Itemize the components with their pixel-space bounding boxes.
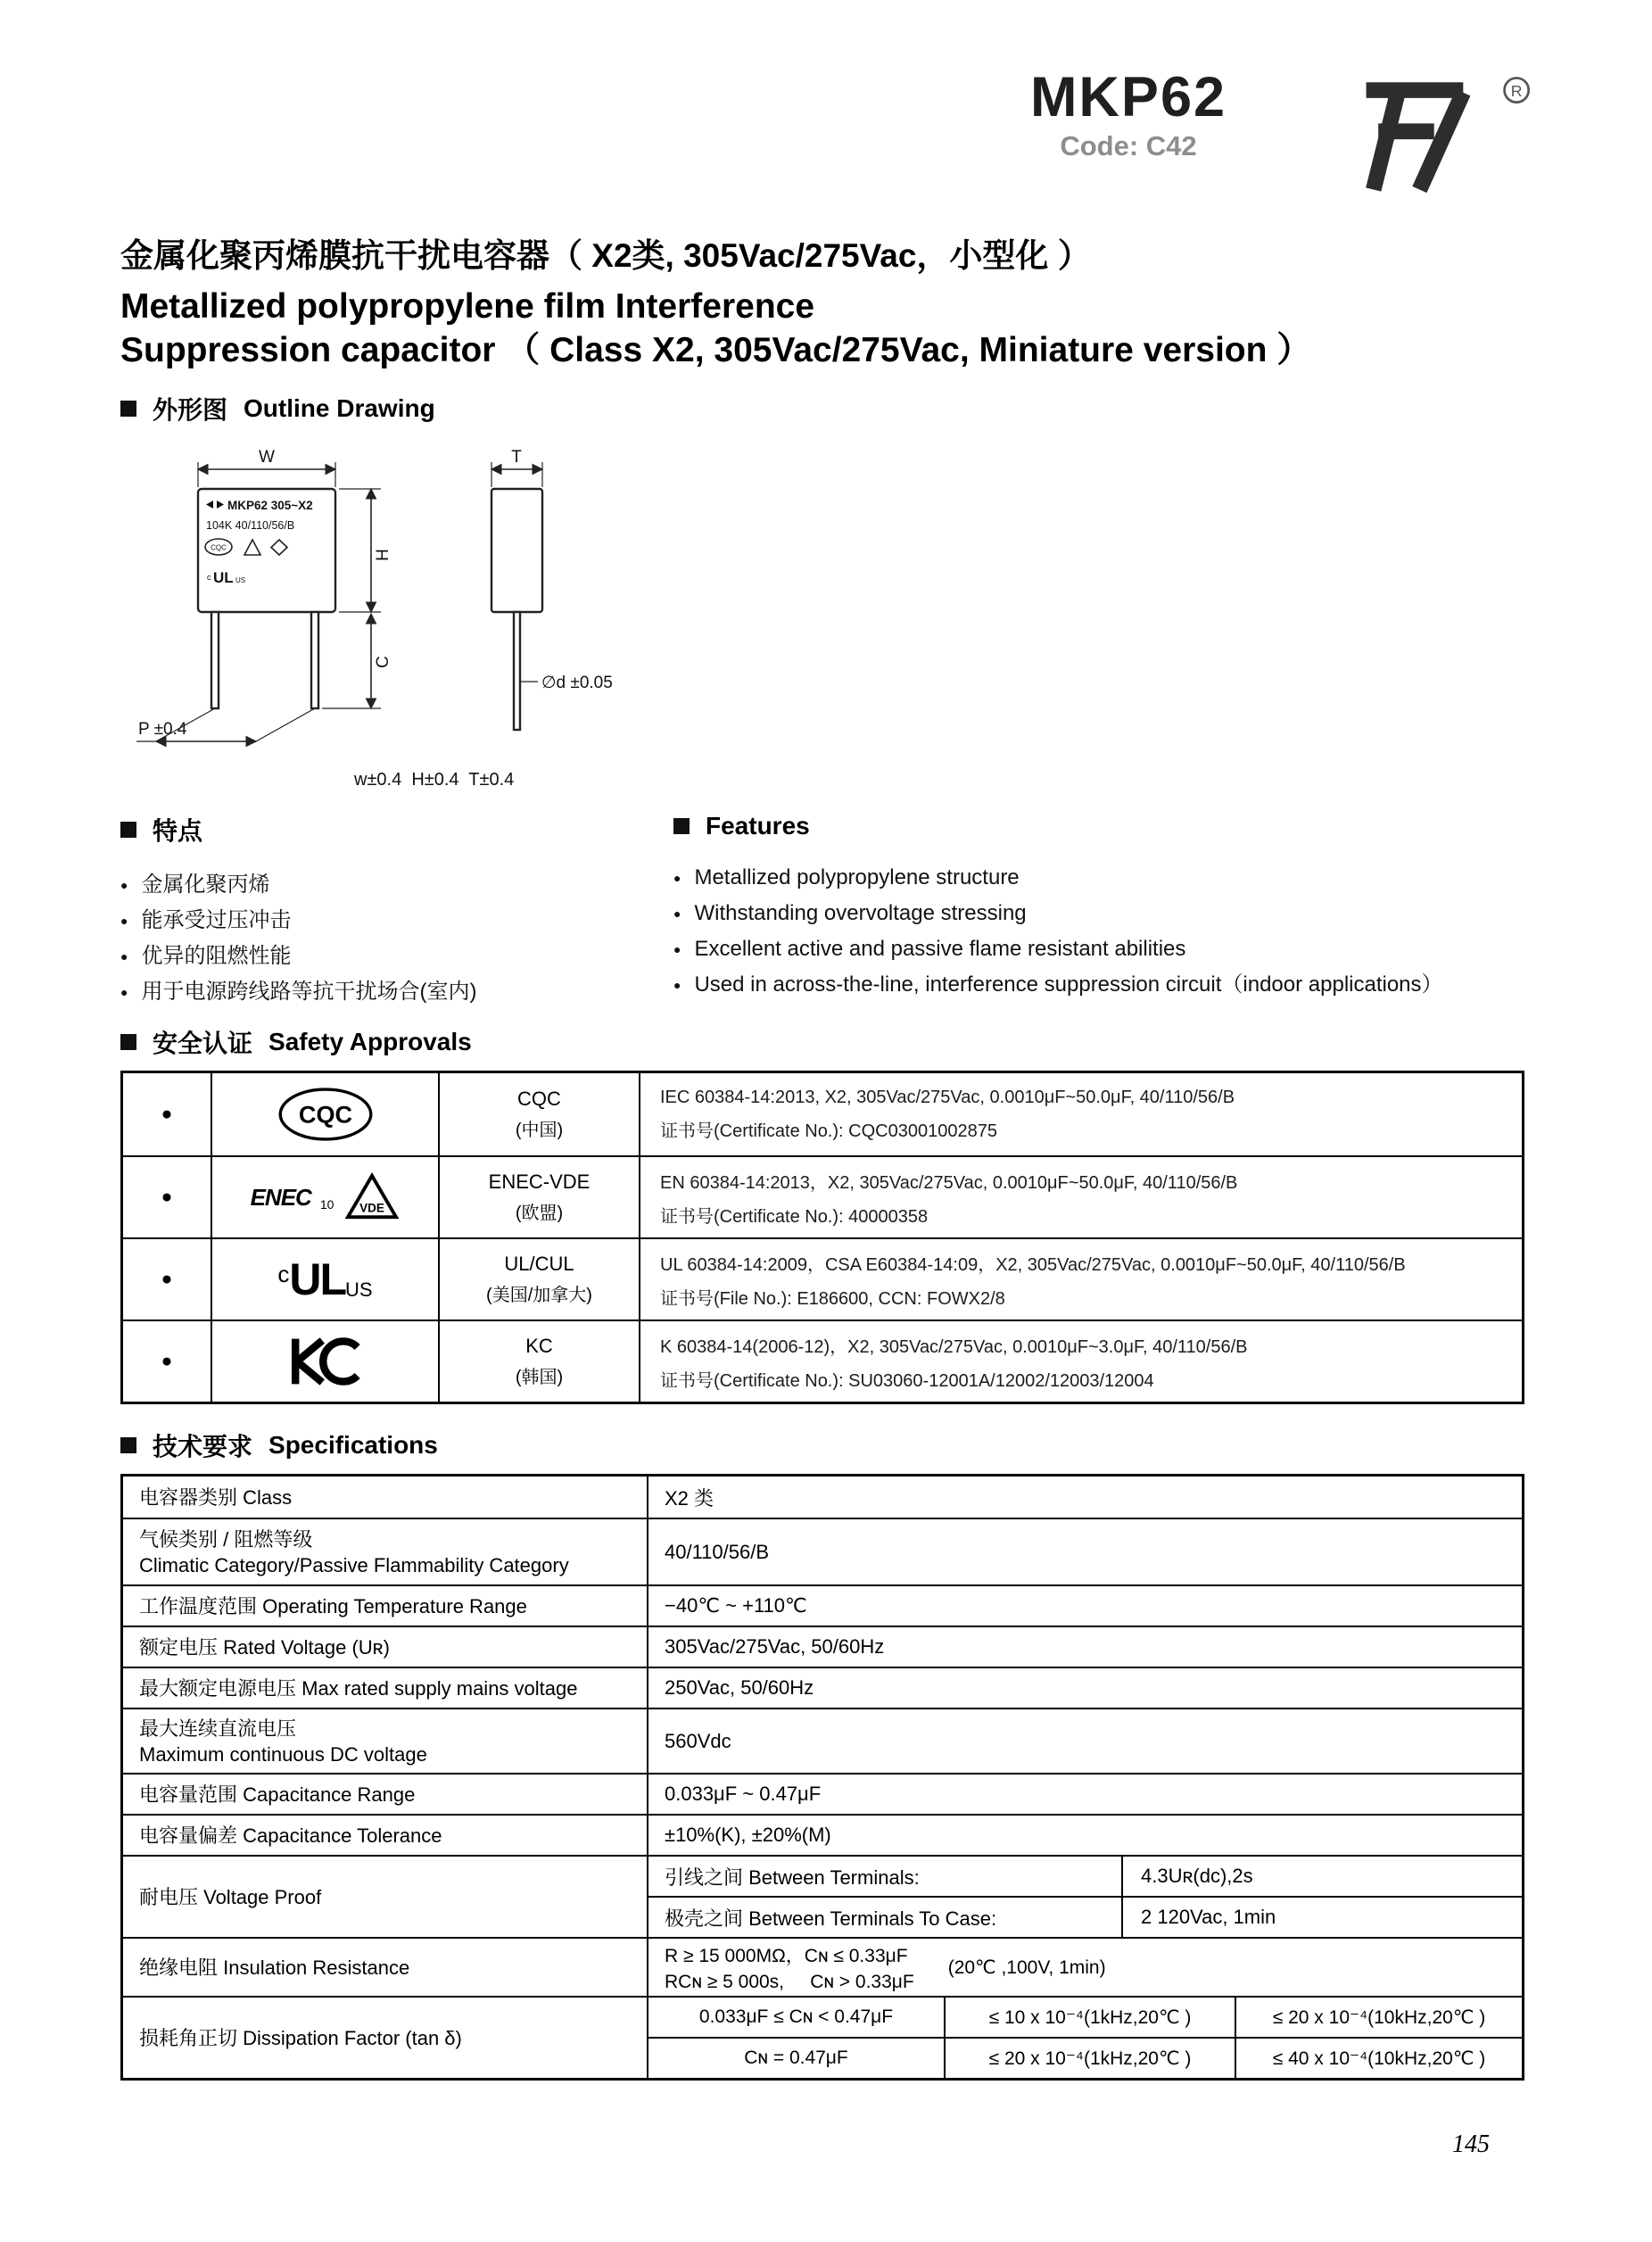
voltage-proof-subrow: 引线之间 Between Terminals: 4.3Uʀ(dc),2s (648, 1857, 1522, 1896)
spec-label: 损耗角正切 Dissipation Factor (tan δ) (123, 1998, 648, 2078)
spec-row-max-dc (123, 1708, 1522, 1773)
dim-h-label: H (374, 549, 392, 561)
table-row (123, 1155, 1522, 1237)
spec-label: 最大额定电源电压 Max rated supply mains voltage (123, 1668, 648, 1708)
outline-heading-zh: 外形图 (153, 396, 228, 424)
features-heading-en: Features (673, 812, 1443, 840)
table-row (123, 1237, 1522, 1320)
section-square-icon (120, 822, 136, 838)
faratronic-logo (1349, 73, 1532, 198)
marking-line1: MKP62 305~X2 (227, 499, 313, 512)
spec-value: 560Vdc (665, 1729, 731, 1752)
safety-heading-zh: 安全认证 (153, 1030, 253, 1057)
svg-text:VDE: VDE (359, 1201, 385, 1215)
capacitor-side-body (491, 489, 542, 612)
feature-item: ● Used in across-the-line, interference suppression circuit（indoor applications） (673, 967, 1443, 1003)
spec-label: 气候类别 / 阻燃等级 Climatic Category/Passive Flammability Category (123, 1519, 648, 1584)
feature-item: ● 用于电源跨线路等抗干扰场合(室内) (120, 974, 476, 1010)
spec-row-class (123, 1477, 1522, 1518)
features-english-column (673, 812, 1443, 1003)
cqc-logo-cell (212, 1073, 440, 1155)
approval-name-cell: UL/CUL (美国/加拿大) (440, 1239, 640, 1320)
spec-label: 额定电压 Rated Voltage (Uʀ) (123, 1627, 648, 1667)
spec-row-climatic (123, 1518, 1522, 1584)
cqc-logo-icon (277, 1085, 375, 1144)
title-english-line1: Metallized polypropylene film Interference (120, 287, 815, 326)
spec-row-tolerance (123, 1814, 1522, 1855)
spec-row-voltage-proof (123, 1855, 1522, 1937)
title-english-line2: Suppression capacitor （ Class X2, 305Vac/275Vac, Miniature version ） (120, 331, 1312, 369)
voltage-proof-subrow: 极壳之间 Between Terminals To Case: 2 120Vac, 1min (648, 1896, 1522, 1937)
ul-logo-cell (212, 1239, 440, 1320)
spec-label: 耐电压 Voltage Proof (123, 1857, 648, 1937)
vde-mark-icon (344, 1172, 400, 1222)
specs-heading-en: Specifications (268, 1431, 438, 1459)
insulation-value-cell: R ≥ 15 000MΩ，Cɴ ≤ 0.33μF RCɴ ≥ 5 000s, Cɴ > 0.33μF (20℃ ,100V, 1min) (665, 1946, 1106, 1992)
outline-drawing (120, 428, 745, 798)
svg-text:UL: UL (213, 569, 234, 586)
specifications-table (120, 1474, 1524, 2081)
title-block (120, 228, 1548, 372)
spec-row-max-mains (123, 1667, 1522, 1708)
row-bullet (123, 1321, 212, 1402)
table-row (123, 1320, 1522, 1402)
row-bullet (123, 1157, 212, 1237)
marking-line2: 104K 40/110/56/B (206, 519, 295, 532)
cul-us-mark-icon: c UL US (277, 1254, 373, 1304)
spec-value: 305Vac/275Vac, 50/60Hz (665, 1635, 885, 1658)
approval-desc-cell: UL 60384-14:2009，CSA E60384-14:09，X2, 305Vac/275Vac, 0.0010μF~50.0μF, 40/110/56/B 证书号(File No.): E186600, CCN: FOWX2/8 (660, 1254, 1406, 1309)
approval-desc-cell: IEC 60384-14:2013, X2, 305Vac/275Vac, 0.0010μF~50.0μF, 40/110/56/B 证书号(Certificate No.): CQC03001002875 (660, 1087, 1235, 1141)
feature-item: ● Excellent active and passive flame resistant abilities (673, 931, 1443, 967)
spec-value: X2 类 (665, 1486, 714, 1510)
svg-text:US: US (235, 576, 246, 584)
spec-label: 电容器类别 Class (123, 1477, 648, 1518)
safety-heading (120, 1024, 472, 1060)
feature-item: ● 优异的阻燃性能 (120, 939, 476, 974)
safety-approvals-table (120, 1071, 1524, 1404)
dim-t-label: T (511, 448, 522, 467)
spec-label: 电容量范围 Capacitance Range (123, 1775, 648, 1814)
svg-text:c: c (207, 573, 211, 582)
outline-heading-en: Outline Drawing (244, 394, 435, 422)
enec-vde-logo-cell (212, 1157, 440, 1237)
feature-item: ● Metallized polypropylene structure (673, 860, 1443, 896)
section-square-icon (120, 401, 136, 417)
row-bullet (123, 1239, 212, 1320)
dissipation-subrow: 0.033μF ≤ Cɴ < 0.47μF ≤ 10 x 10⁻⁴(1kHz,20℃ ) ≤ 20 x 10⁻⁴(10kHz,20℃ ) (648, 1998, 1522, 2037)
dim-w-label: W (259, 448, 275, 467)
features-list-en (673, 860, 1443, 1003)
spec-value: 0.033μF ~ 0.47μF (665, 1783, 822, 1805)
spec-label: 工作温度范围 Operating Temperature Range (123, 1586, 648, 1626)
logo-slash (1419, 93, 1463, 190)
spec-row-insulation (123, 1937, 1522, 1996)
kc-mark-icon (286, 1334, 365, 1389)
insulation-condition: (20℃ ,100V, 1min) (947, 1957, 1106, 1978)
approval-name-cell: KC (韩国) (440, 1321, 640, 1402)
product-code: Code: C42 (1060, 130, 1197, 161)
tolerance-note: w±0.4 H±0.4 T±0.4 (354, 770, 515, 790)
feature-item: ● 金属化聚丙烯 (120, 867, 476, 903)
capacitor-lead-left (211, 612, 219, 708)
dim-d-label: ∅d ±0.05 (541, 674, 613, 692)
features-heading-zh: 特点 (120, 812, 476, 848)
product-model: MKP62 (1029, 66, 1227, 128)
title-chinese: 金属化聚丙烯膜抗干扰电容器（ X2类, 305Vac/275Vac，小型化 ） (120, 237, 1091, 274)
registered-mark-icon (1505, 78, 1529, 102)
kc-logo-cell (212, 1321, 440, 1402)
spec-row-cap-range (123, 1773, 1522, 1814)
approval-name-cell: ENEC-VDE (欧盟) (440, 1157, 640, 1237)
spec-value: 40/110/56/B (665, 1540, 770, 1563)
spec-value: 250Vac, 50/60Hz (665, 1676, 814, 1699)
approval-desc-cell: EN 60384-14:2013，X2, 305Vac/275Vac, 0.0010μF~50.0μF, 40/110/56/B 证书号(Certificate No.): 40000358 (660, 1172, 1238, 1227)
approval-name-cell: CQC (中国) (440, 1073, 640, 1155)
logo-stem (1374, 93, 1398, 190)
dim-p-label: P ±0.4 (138, 720, 187, 739)
voltage-proof-values (648, 1857, 1522, 1937)
svg-text:CQC: CQC (211, 543, 227, 552)
spec-label: 最大连续直流电压 Maximum continuous DC voltage (123, 1709, 648, 1773)
spec-label: 电容量偏差 Capacitance Tolerance (123, 1816, 648, 1855)
features-chinese-column (120, 812, 476, 1010)
spec-value: −40℃ ~ +110℃ (665, 1594, 807, 1617)
dissipation-values (648, 1998, 1522, 2078)
dim-c-label: C (374, 656, 392, 668)
header-brand-block (977, 68, 1280, 162)
spec-row-temperature (123, 1584, 1522, 1626)
spec-value: ±10%(K), ±20%(M) (665, 1824, 831, 1846)
svg-text:CQC: CQC (298, 1100, 352, 1129)
features-list-zh (120, 867, 476, 1010)
enec-mark-icon: ENEC 10 (250, 1183, 335, 1212)
section-square-icon (673, 818, 690, 834)
table-row (123, 1073, 1522, 1155)
approval-desc-cell: K 60384-14(2006-12)，X2, 305Vac/275Vac, 0.0010μF~3.0μF, 40/110/56/B 证书号(Certificate No.): SU03060-12001A/12002/12003/12004 (660, 1336, 1248, 1391)
capacitor-lead-right (311, 612, 318, 708)
section-square-icon (120, 1437, 136, 1453)
feature-item: ● 能承受过压冲击 (120, 903, 476, 939)
spec-row-rated-voltage (123, 1626, 1522, 1667)
outline-heading (120, 391, 435, 426)
page-number: 145 (1452, 2130, 1490, 2158)
safety-heading-en: Safety Approvals (268, 1028, 472, 1055)
spec-row-dissipation (123, 1996, 1522, 2078)
specs-heading (120, 1427, 438, 1463)
row-bullet (123, 1073, 212, 1155)
feature-item: ● Withstanding overvoltage stressing (673, 896, 1443, 931)
specs-heading-zh: 技术要求 (153, 1433, 253, 1460)
svg-text:R: R (1510, 81, 1523, 100)
section-square-icon (120, 1034, 136, 1050)
spec-label: 绝缘电阻 Insulation Resistance (123, 1939, 648, 1996)
capacitor-side-lead (514, 612, 520, 730)
dissipation-subrow: Cɴ = 0.47μF ≤ 20 x 10⁻⁴(1kHz,20℃ ) ≤ 40 x 10⁻⁴(10kHz,20℃ ) (648, 2037, 1522, 2078)
